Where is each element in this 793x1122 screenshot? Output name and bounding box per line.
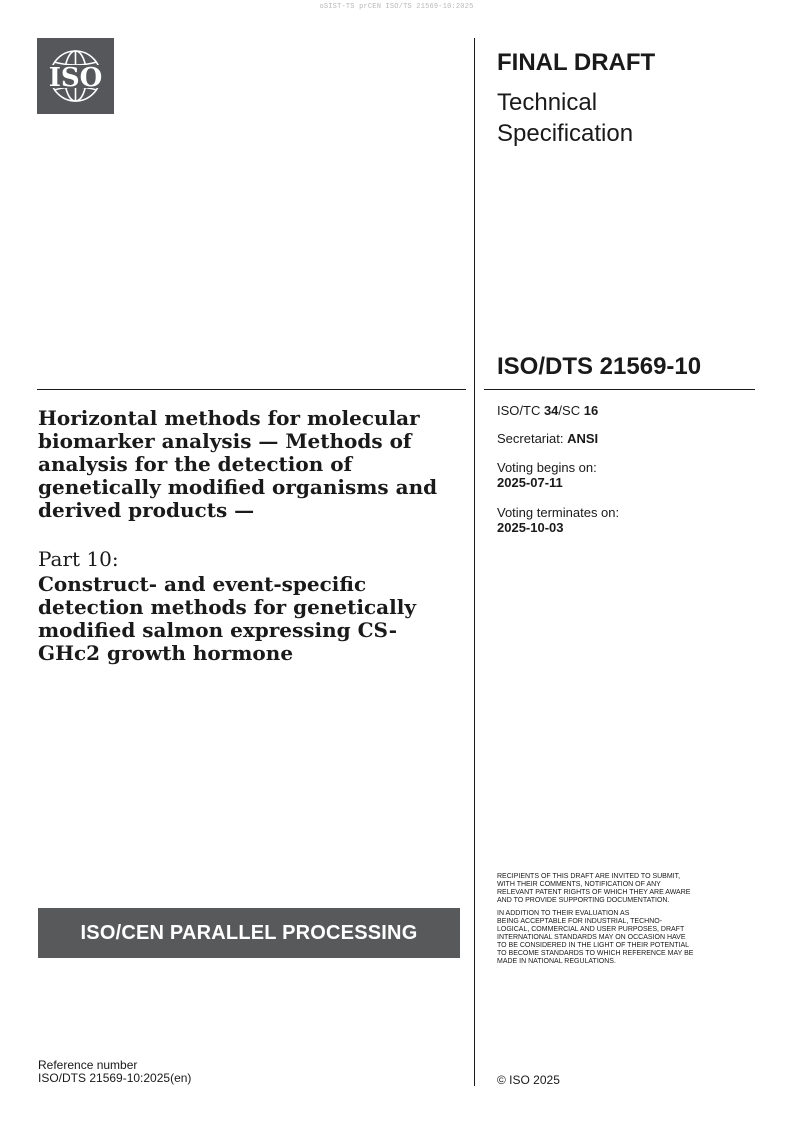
part-title: Construct- and event-specific detection methods for genetically modified salmon expressing CS-GHc2 growth hormone — [38, 572, 416, 665]
voting-terminates-date: 2025-10-03 — [497, 520, 564, 535]
column-divider — [474, 38, 475, 1086]
reference-label: Reference number — [38, 1058, 138, 1072]
iso-logo — [37, 38, 114, 114]
voting-terminates-label: Voting terminates on: — [497, 505, 620, 520]
secretariat-label: Secretariat: — [497, 431, 568, 446]
committee — [497, 403, 598, 418]
secretariat-value: ANSI — [567, 431, 599, 446]
document-title: Horizontal methods for molecular biomarker analysis — Methods of analysis for the detection of genetically modified organisms and derived products — — [38, 406, 438, 522]
committee-sc: 16 — [583, 403, 599, 418]
logo-text: ISO — [48, 63, 103, 93]
docnum-rule — [484, 389, 755, 390]
reference-number: ISO/DTS 21569-10:2025(en) — [38, 1071, 192, 1085]
part-label: Part 10: — [38, 547, 119, 571]
patent-notice: RECIPIENTS OF THIS DRAFT ARE INVITED TO SUBMIT, WITH THEIR COMMENTS, NOTIFICATION OF ANY RELEVANT PATENT RIGHTS OF WHICH THEY ARE AWARE AND TO PROVIDE SUPPORTING DOCUMENTATION. — [497, 873, 691, 904]
copyright: © ISO 2025 — [497, 1073, 560, 1087]
evaluation-notice: IN ADDITION TO THEIR EVALUATION AS BEING ACCEPTABLE FOR INDUSTRIAL, TECHNO- LOGICAL, COMMERCIAL AND USER PURPOSES, DRAFT INTERNATIONAL STANDARDS MAY ON OCCASION HAVE TO BE CONSIDERED IN THE LIGHT OF THEIR POTENTIAL TO BECOME STANDARDS TO WHICH REFERENCE MAY BE MADE IN NATIONAL REGULATIONS. — [497, 910, 694, 965]
voting-terminates — [497, 505, 619, 535]
committee-tc: 34 — [543, 403, 559, 418]
committee-sep: /SC — [558, 403, 584, 418]
parallel-processing-banner: ISO/CEN PARALLEL PROCESSING — [38, 908, 460, 958]
voting-begins-label: Voting begins on: — [497, 460, 597, 475]
watermark: oSIST-TS prCEN ISO/TS 21569-10:2025 — [319, 3, 474, 11]
voting-begins — [497, 460, 597, 490]
document-number: ISO/DTS 21569-10 — [497, 353, 702, 380]
title-rule — [37, 389, 466, 390]
secretariat — [497, 431, 598, 446]
document-stage: FINAL DRAFT — [497, 49, 656, 76]
document-type: Technical Specification — [497, 89, 634, 147]
committee-prefix: ISO/TC — [497, 403, 544, 418]
voting-begins-date: 2025-07-11 — [497, 475, 563, 490]
